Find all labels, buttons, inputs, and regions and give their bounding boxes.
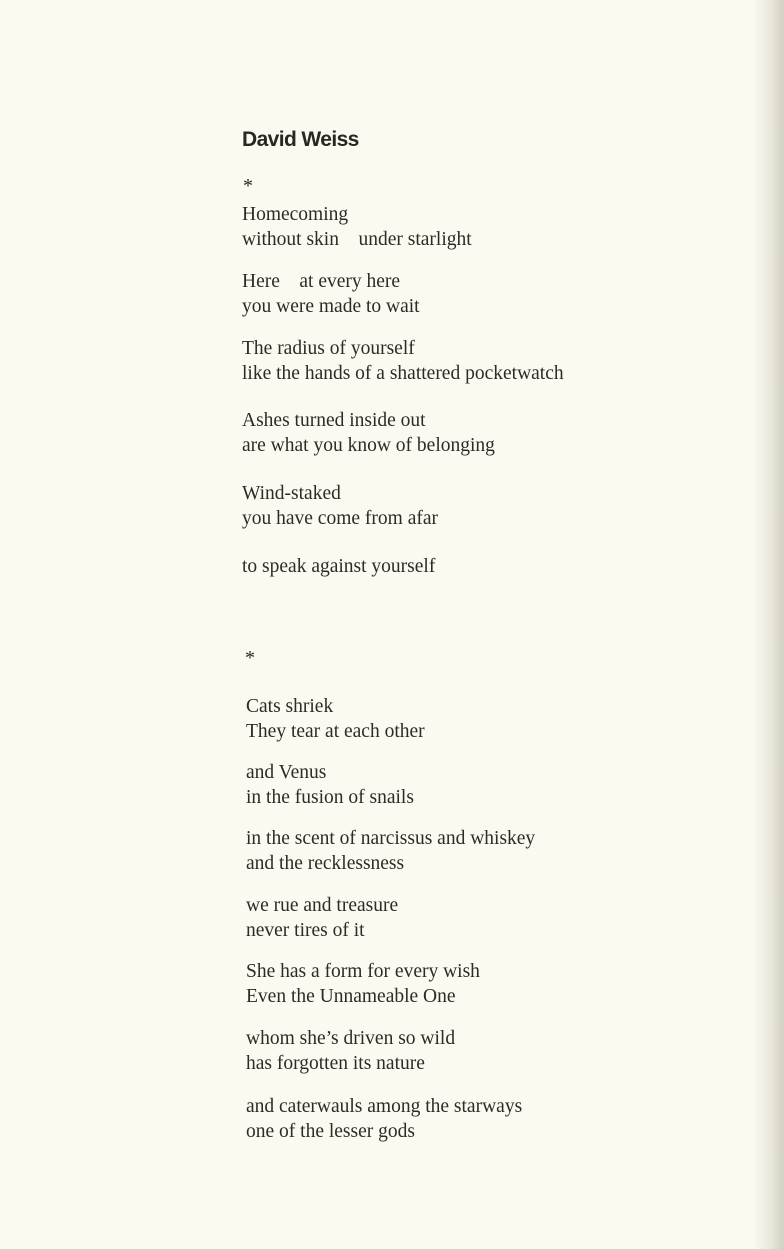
poem-line: and caterwauls among the starways <box>246 1096 523 1117</box>
poem-line: Even the Unnameable One <box>246 986 456 1007</box>
poem-line: in the fusion of snails <box>246 787 414 808</box>
poem-line: The radius of yourself <box>242 338 415 359</box>
page-edge-shadow <box>753 0 783 1249</box>
poem-line: you were made to wait <box>242 296 420 317</box>
stanza <box>246 826 535 876</box>
stanza <box>242 408 495 458</box>
poem-line: to speak against yourself <box>242 556 436 577</box>
poem-line: we rue and treasure <box>246 895 399 916</box>
poem-line: and Venus <box>246 762 327 783</box>
poem-line: never tires of it <box>246 920 365 941</box>
poem-line: Ashes turned inside out <box>242 410 426 431</box>
poem-line: Homecoming <box>242 204 349 225</box>
stanza <box>242 202 472 252</box>
poem-line: you have come from afar <box>242 508 438 529</box>
stanza <box>242 336 564 386</box>
poem-line: like the hands of a shattered pocketwatch <box>242 363 564 384</box>
stanza <box>246 694 425 744</box>
section-marker: * <box>245 647 255 669</box>
stanza <box>246 893 398 943</box>
stanza <box>246 1094 522 1144</box>
poem-line: whom she’s driven so wild <box>246 1028 456 1049</box>
stanza <box>242 269 420 319</box>
poem-line: has forgotten its nature <box>246 1053 425 1074</box>
poem-line: without skin under starlight <box>242 229 472 250</box>
poem-line: Here at every here <box>242 271 401 292</box>
section-marker: * <box>243 175 253 197</box>
author-name: David Weiss <box>242 128 359 151</box>
poem-line: one of the lesser gods <box>246 1121 415 1142</box>
poem-line: Cats shriek <box>246 696 334 717</box>
stanza <box>242 481 438 531</box>
poem-line: They tear at each other <box>246 721 425 742</box>
poem-line: in the scent of narcissus and whiskey <box>246 828 536 849</box>
stanza <box>242 554 435 579</box>
stanza <box>246 760 414 810</box>
poem-line: are what you know of belonging <box>242 435 495 456</box>
poem-line: She has a form for every wish <box>246 961 480 982</box>
stanza <box>246 959 480 1009</box>
stanza <box>246 1026 455 1076</box>
poem-line: and the recklessness <box>246 853 405 874</box>
poem-line: Wind-staked <box>242 483 341 504</box>
